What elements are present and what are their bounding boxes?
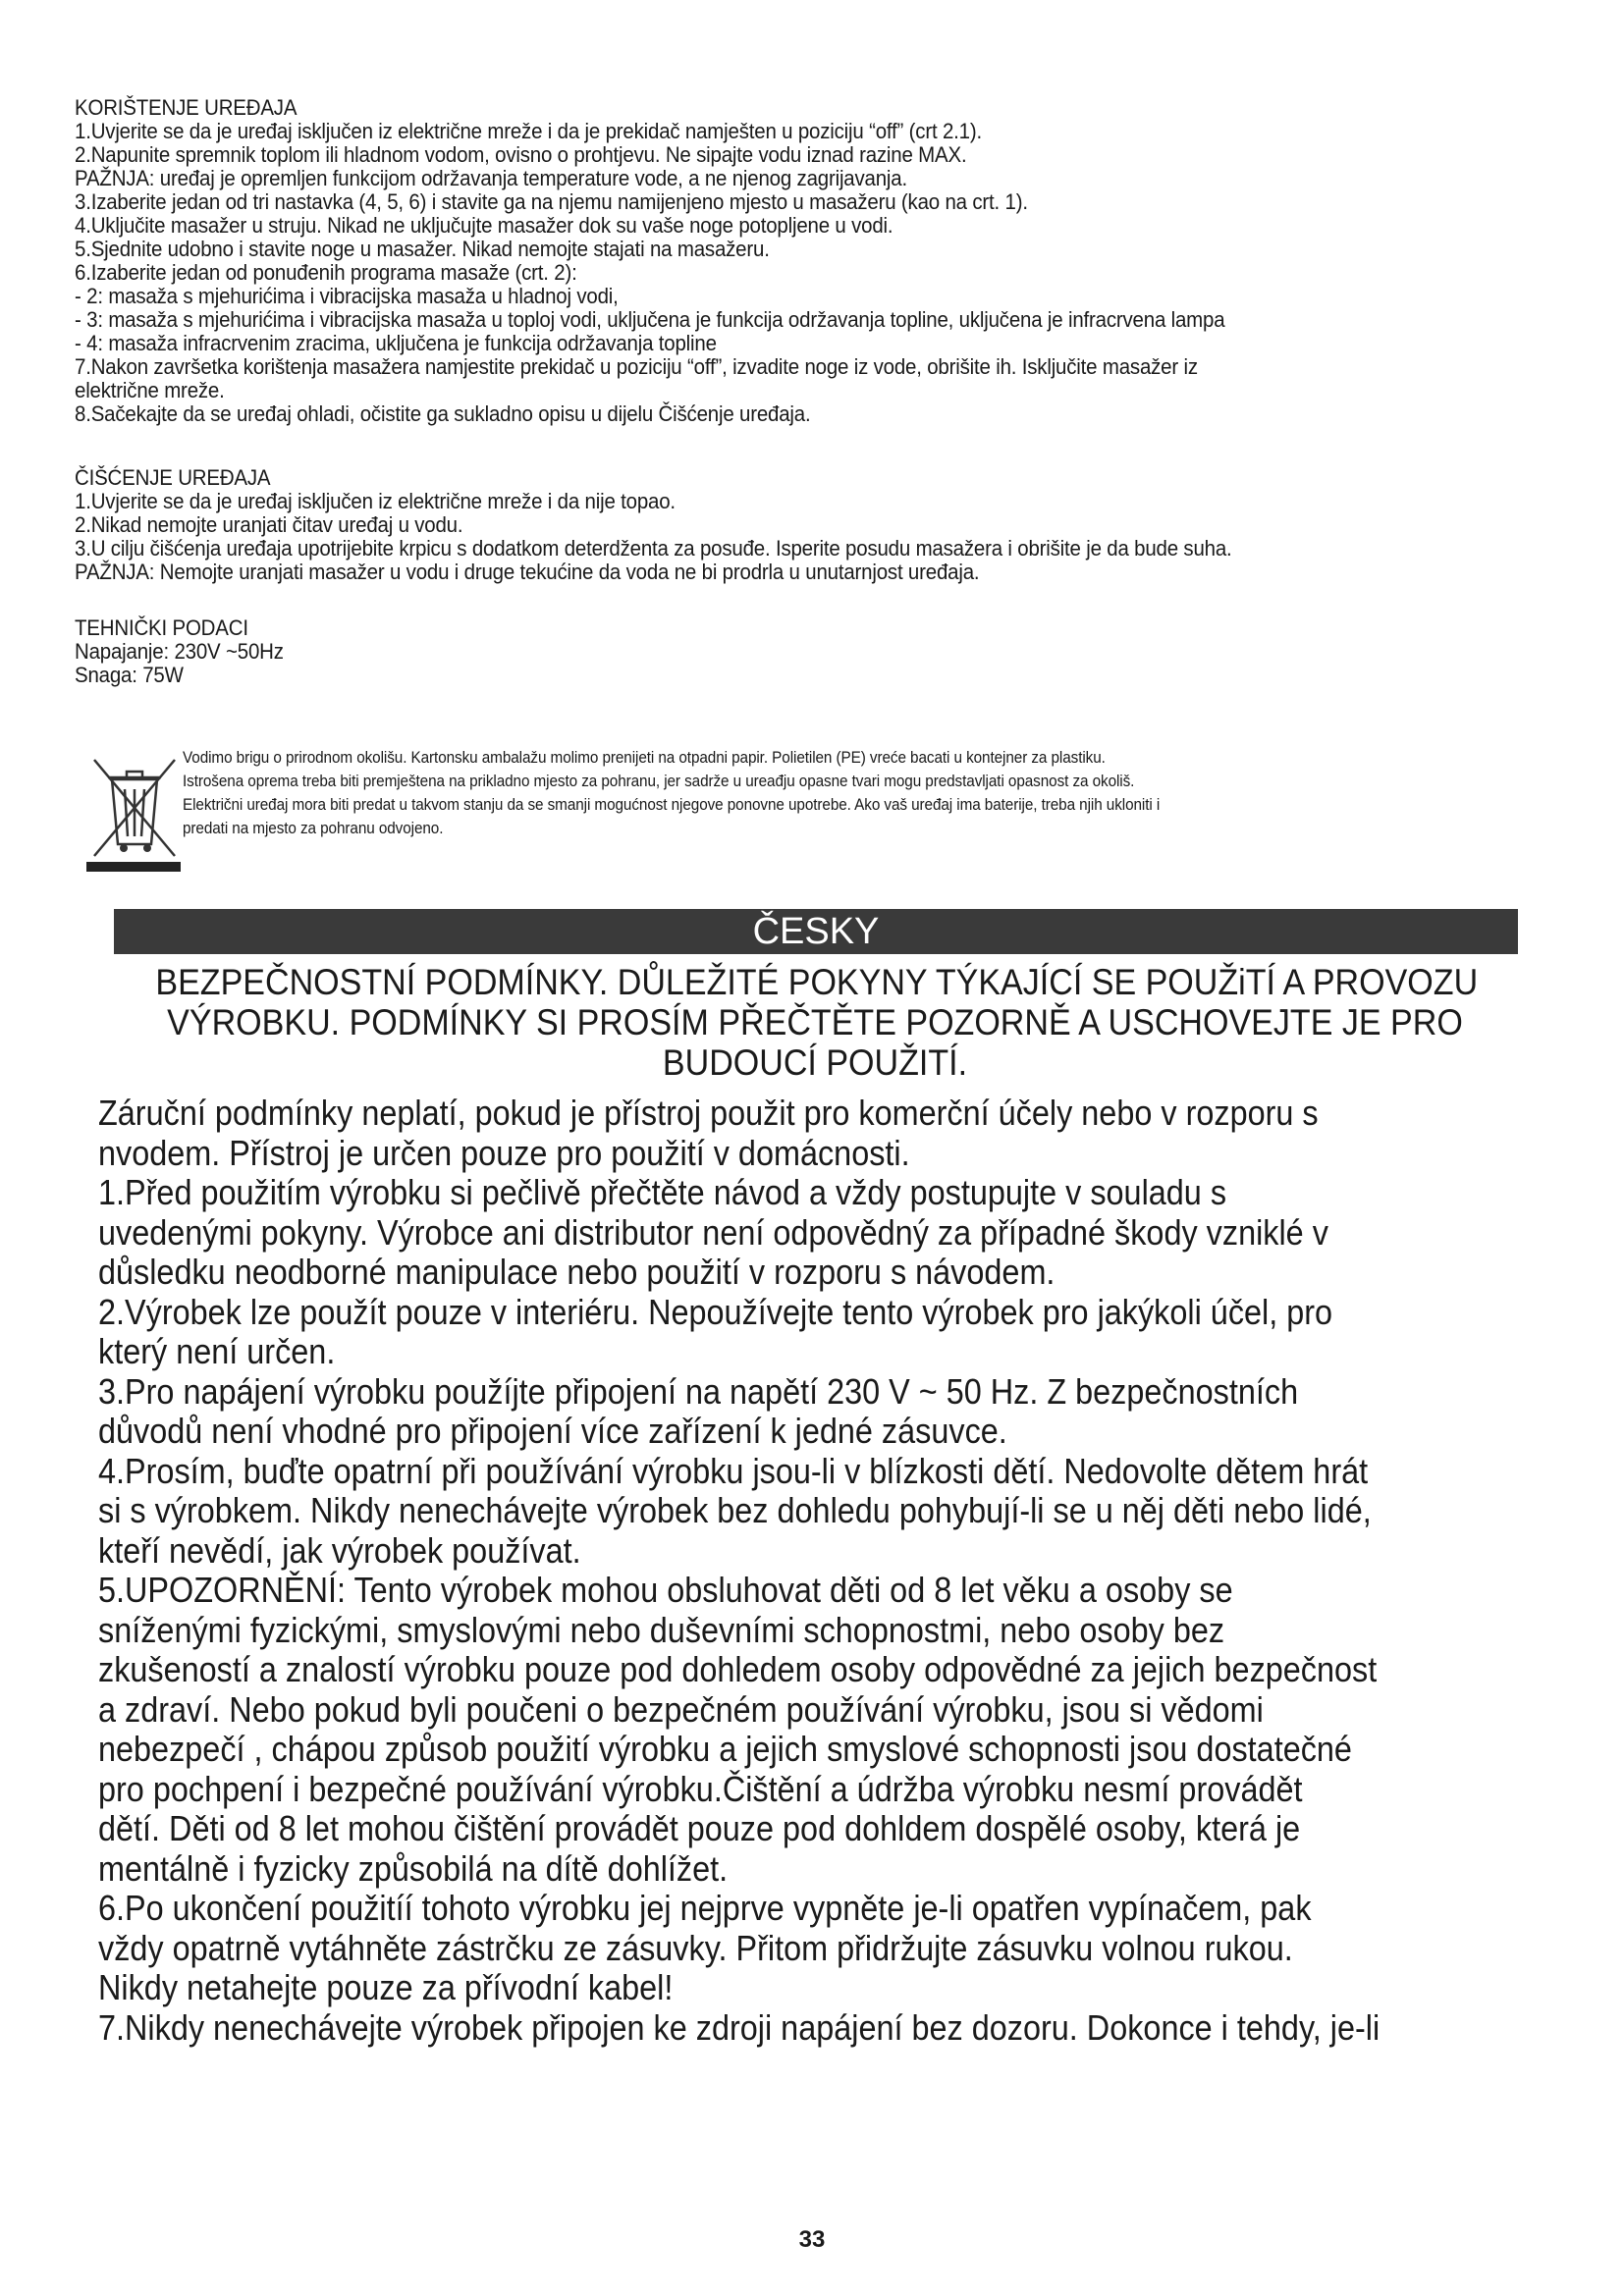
language-bar: ČESKY [114, 909, 1518, 954]
technical-line: Napajanje: 230V ~50Hz [75, 639, 284, 664]
body-line: si s výrobkem. Nikdy nenechávejte výrobek bez dohledu pohybují-li se u něj děti nebo lidé, [98, 1490, 1372, 1530]
environment-line: predati na mjesto za pohranu odvojeno. [183, 819, 444, 837]
usage-line: - 3: masaža s mjehurićima i vibracijska masaža u toploj vodi, uključena je funkcija održavanja topline, uključena je infracrvena lampa [75, 307, 1225, 332]
usage-line: - 4: masaža infracrvenim zracima, uključena je funkcija održavanja topline [75, 331, 717, 355]
usage-line: 3.Izaberite jedan od tri nastavka (4, 5, 6) i stavite ga na njemu namijenjeno mjesto u masažeru (kao na crt. 1). [75, 189, 1028, 214]
body-line: 2.Výrobek lze použít pouze v interiéru. Nepoužívejte tento výrobek pro jakýkoli účel, pro [98, 1291, 1333, 1332]
usage-line: PAŽNJA: uređaj je opremljen funkcijom održavanja temperature vode, a ne njenog zagrijavanja. [75, 166, 907, 190]
environment-notice [82, 746, 1555, 874]
body-line: Záruční podmínky neplatí, pokud je přístroj použit pro komerční účely nebo v rozporu s [98, 1093, 1319, 1133]
body-line: uvedenými pokyny. Výrobce ani distributor není odpovědný za případné škody vzniklé v [98, 1211, 1328, 1253]
body-line: a zdraví. Nebo pokud byli poučeni o bezpečném používání výrobku, jsou si vědomi [98, 1688, 1264, 1730]
body-line: který není určen. [98, 1331, 336, 1371]
body-line: sníženými fyzickými, smyslovými nebo duševními schopnostmi, nebo osoby bez [98, 1609, 1225, 1650]
czech-title [155, 962, 1479, 1083]
usage-line: 2.Napunite spremnik toplom ili hladnom vodom, ovisno o prohtjevu. Ne sipajte vodu iznad razine MAX. [75, 142, 967, 167]
environment-text [183, 746, 1473, 840]
usage-line: 7.Nakon završetka korištenja masažera namjestite prekidač u poziciju “off”, izvadite noge iz vode, obrišite ih. Isključite masažer iz [75, 354, 1198, 379]
body-line: nvodem. Přístroj je určen pouze pro použití v domácnosti. [98, 1132, 910, 1173]
cleaning-line: 2.Nikad nemojte uranjati čitav uređaj u vodu. [75, 512, 463, 537]
title-line: BEZPEČNOSTNÍ PODMÍNKY. DŮLEŽITÉ POKYNY TÝKAJÍCÍ SE POUŽiTÍ A PROVOZU [155, 962, 1479, 1002]
usage-line: električne mreže. [75, 378, 225, 402]
crossed-out-bin-icon [82, 746, 187, 874]
usage-line: 1.Uvjerite se da je uređaj isključen iz električne mreže i da je prekidač namješten u poziciju “off” (crt 2.1). [75, 119, 982, 143]
environment-line: Električni uređaj mora biti predat u takvom stanju da se smanji mogućnost njegove ponovne upotrebe. Ako vaš uređaj ima baterije, treba njih ukloniti i [183, 795, 1161, 814]
title-line: VÝROBKU. PODMÍNKY SI PROSÍM PŘEČTĚTE POZORNĚ A USCHOVEJTE JE PRO [167, 1002, 1463, 1042]
technical-heading: TEHNIČKI PODACI [75, 615, 248, 640]
environment-line: Vodimo brigu o prirodnom okolišu. Kartonsku ambalažu molimo prenijeti na otpadni papir. Polietilen (PE) vreće bacati u kontejner za plastiku. [183, 748, 1106, 767]
cleaning-line: 3.U cilju čišćenja uređaja upotrijebite krpicu s dodatkom deterdženta za posuđe. Isperite posudu masažera i obrišite je da bude suha. [75, 536, 1232, 561]
usage-line: 4.Uključite masažer u struju. Nikad ne uključujte masažer dok su vaše noge potopljene u vodi. [75, 213, 893, 238]
body-line: 7.Nikdy nenechávejte výrobek připojen ke zdroji napájení bez dozoru. Dokonce i tehdy, je-li [98, 2006, 1380, 2048]
body-line: vždy opatrně vytáhněte zástrčku ze zásuvky. Přitom přidržujte zásuvku volnou rukou. [98, 1927, 1293, 1968]
cleaning-line: 1.Uvjerite se da je uređaj isključen iz električne mreže i da nije topao. [75, 489, 676, 513]
environment-line: Istrošena oprema treba biti premještena na prikladno mjesto za pohranu, jer sadrže u ureađju opasne tvari mogu predstavljati opasnost za okoliš. [183, 772, 1135, 790]
body-line: 6.Po ukončení použitíí tohoto výrobku jej nejprve vypněte je-li opatřen vypínačem, pak [98, 1888, 1312, 1928]
usage-heading: KORIŠTENJE UREĐAJA [75, 95, 298, 120]
czech-body [98, 1094, 1441, 2048]
body-line: pro pochpení i bezpečné používání výrobku.Čištění a údržba výrobku nesmí provádět [98, 1768, 1303, 1809]
body-line: mentálně i fyzicky způsobilá na dítě dohlížet. [98, 1847, 729, 1889]
usage-line: - 2: masaža s mjehurićima i vibracijska masaža u hladnoj vodi, [75, 284, 619, 308]
usage-line: 8.Sačekajte da se uređaj ohladi, očistite ga sukladno opisu u dijelu Čišćenje uređaja. [75, 401, 811, 426]
body-line: dětí. Děti od 8 let mohou čištění provádět pouze pod dohldem dospělé osoby, která je [98, 1808, 1301, 1848]
body-line: Nikdy netahejte pouze za přívodní kabel! [98, 1967, 674, 2007]
body-line: 5.UPOZORNĚNÍ: Tento výrobek mohou obsluhovat děti od 8 let věku a osoby se [98, 1570, 1233, 1610]
body-line: 1.Před použitím výrobku si pečlivě přečtěte návod a vždy postupujte v souladu s [98, 1172, 1227, 1212]
body-line: 4.Prosím, buďte opatrní při používání výrobku jsou-li v blízkosti dětí. Nedovolte dětem hrát [98, 1450, 1369, 1491]
page-number: 33 [798, 2226, 826, 2253]
usage-line: 6.Izaberite jedan od ponuđenih programa masaže (crt. 2): [75, 260, 577, 285]
body-line: 3.Pro napájení výrobku použíjte připojení na napětí 230 V ~ 50 Hz. Z bezpečnostních [98, 1370, 1299, 1412]
title-line: BUDOUCÍ POUŽITÍ. [662, 1042, 968, 1083]
body-line: nebezpečí , chápou způsob použití výrobku a jejich smyslové schopnosti jsou dostatečné [98, 1729, 1352, 1769]
cleaning-line: PAŽNJA: Nemojte uranjati masažer u vodu i druge tekućine da voda ne bi prodrla u unutarnjost uređaja. [75, 560, 980, 584]
technical-line: Snaga: 75W [75, 663, 184, 687]
body-line: zkušeností a znalostí výrobku pouze pod dohledem osoby odpovědné za jejich bezpečnost [98, 1649, 1378, 1689]
body-line: důvodů není vhodné pro připojení více zařízení k jedné zásuvce. [98, 1411, 1007, 1451]
body-line: důsledku neodborné manipulace nebo použití v rozporu s návodem. [98, 1252, 1056, 1292]
technical-section [75, 616, 1444, 687]
cleaning-heading: ČIŠĆENJE UREĐAJA [75, 465, 271, 490]
usage-line: 5.Sjednite udobno i stavite noge u masažer. Nikad nemojte stajati na masažeru. [75, 237, 770, 261]
usage-section [75, 96, 1444, 426]
body-line: kteří nevědí, jak výrobek používat. [98, 1529, 581, 1571]
cleaning-section [75, 466, 1444, 584]
